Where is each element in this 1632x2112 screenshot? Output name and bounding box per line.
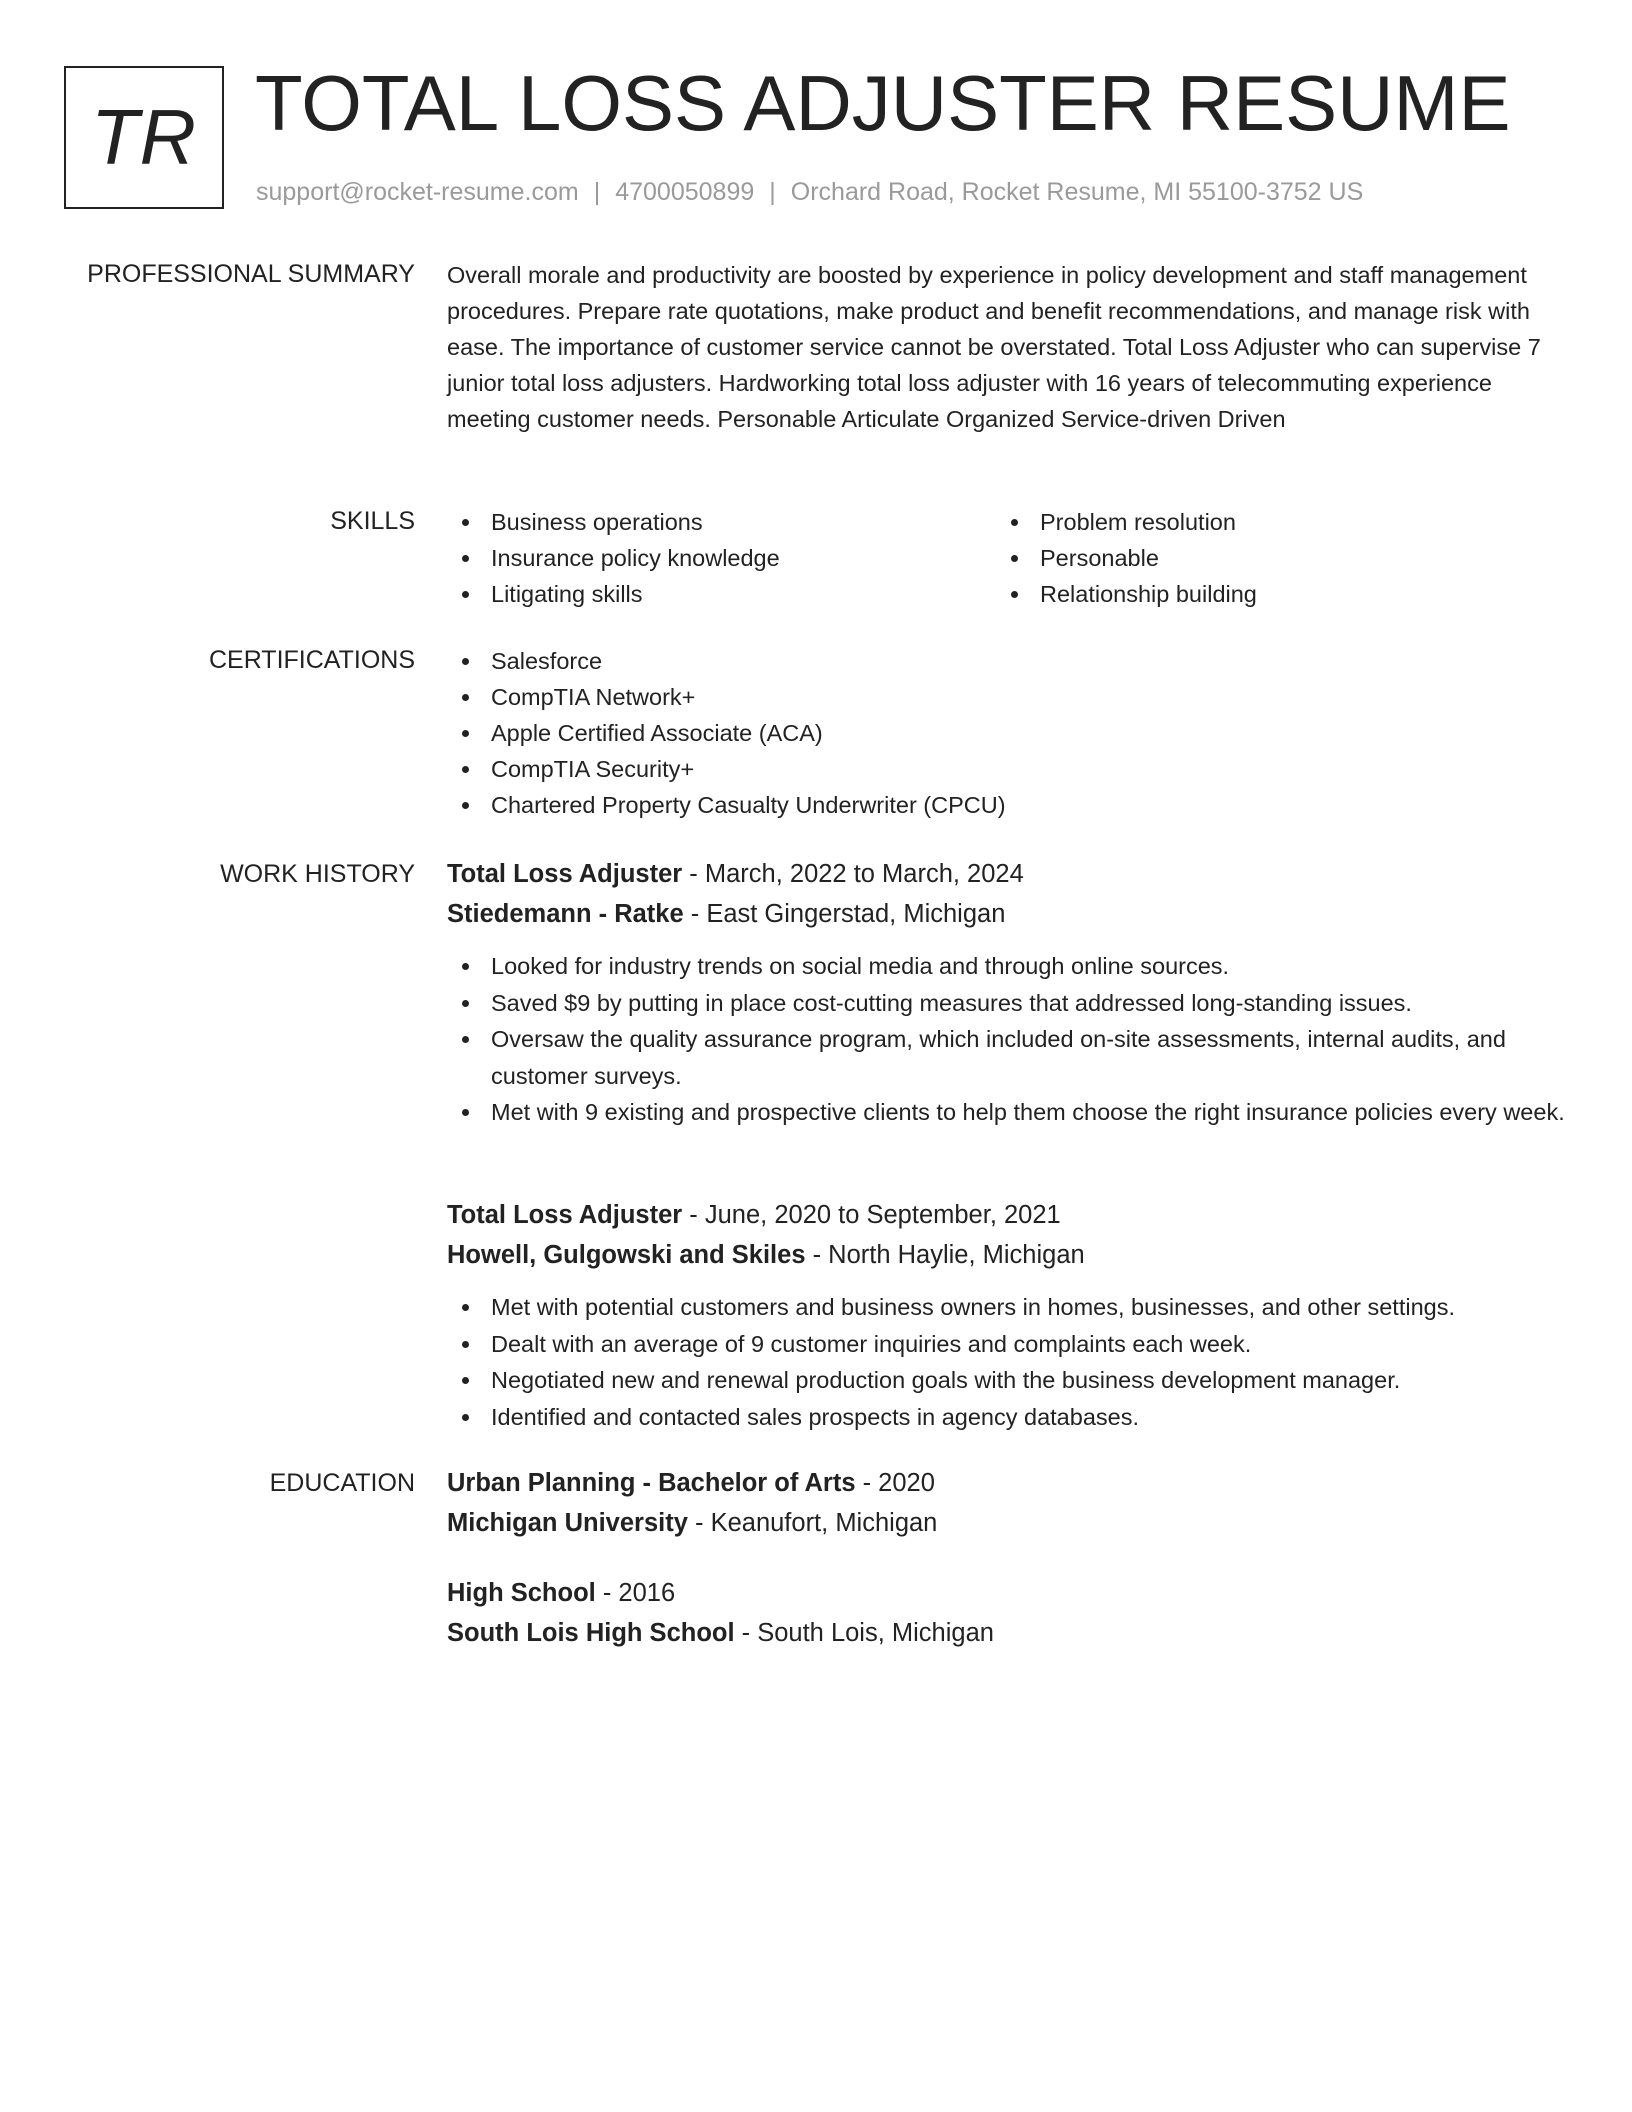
job-title-line [447,854,1567,894]
summary-text: Overall morale and productivity are boosted by experience in policy development and staff management procedures. Prepare rate quotations, make product and benefit recommendations, and manage risk with ease. The importance of customer service cannot be overstated. Total Loss Adjuster who can supervise 7 junior total loss adjusters. Hardworking total loss adjuster with 16 years of telecommuting experience meeting customer needs. Personable Articulate Organized Service-driven Driven [447,262,1541,432]
initials-monogram [64,66,224,209]
job-dates: - March, 2022 to March, 2024 [682,860,1024,888]
summary-section [447,257,1567,437]
section-label-summary: PROFESSIONAL SUMMARY [87,260,415,288]
job-duty-item: Met with 9 existing and prospective clients to help them choose the right insurance policies every week. [447,1094,1567,1131]
skills-section [447,504,1567,612]
contact-email: support@rocket-resume.com [256,178,579,206]
job-duty-item: Oversaw the quality assurance program, which included on-site assessments, internal audits, and customer surveys. [447,1021,1567,1094]
contact-line [256,175,1363,209]
certification-item: Chartered Property Casualty Underwriter (CPCU) [447,787,1567,823]
skill-item: Personable [996,540,1545,576]
job-duties-list [447,948,1567,1131]
certifications-list [447,643,1567,823]
job-duties-list [447,1289,1567,1435]
job-company: Stiedemann - Ratke [447,900,684,928]
contact-separator: | [593,178,601,206]
job-company-line [447,894,1567,934]
contact-address: Orchard Road, Rocket Resume, MI 55100-3752 US [790,178,1364,206]
certification-item: Salesforce [447,643,1567,679]
job-duty-item: Looked for industry trends on social media and through online sources. [447,948,1567,985]
job-location: - North Haylie, Michigan [805,1241,1085,1269]
initials-text: TR [91,93,197,181]
education-entry [447,1463,1567,1543]
school-line [447,1503,1567,1543]
job-duty-item: Negotiated new and renewal production goals with the business development manager. [447,1362,1567,1399]
skills-list-left [447,504,996,612]
certification-item: Apple Certified Associate (ACA) [447,715,1567,751]
degree-line [447,1573,1567,1613]
degree-line [447,1463,1567,1503]
school-name: Michigan University [447,1509,688,1537]
job-company: Howell, Gulgowski and Skiles [447,1241,806,1269]
skills-list-right [996,504,1545,612]
section-label-certifications: CERTIFICATIONS [208,646,415,674]
job-location: - East Gingerstad, Michigan [683,900,1006,928]
school-line [447,1613,1567,1653]
section-label-work-history: WORK HISTORY [220,860,415,888]
school-location: - Keanufort, Michigan [687,1509,938,1537]
degree-year: - 2016 [595,1579,676,1607]
degree-name: Urban Planning - Bachelor of Arts [447,1469,856,1497]
job-duty-item: Saved $9 by putting in place cost-cutting measures that addressed long-standing issues. [447,985,1567,1022]
section-label-education: EDUCATION [269,1469,415,1497]
skill-item: Relationship building [996,576,1545,612]
skill-item: Litigating skills [447,576,996,612]
certification-item: CompTIA Security+ [447,751,1567,787]
school-location: - South Lois, Michigan [734,1619,994,1647]
job-title-line [447,1195,1567,1235]
job-duty-item: Identified and contacted sales prospects in agency databases. [447,1399,1567,1436]
contact-phone: 4700050899 [615,178,755,206]
contact-separator: | [769,178,776,206]
job-duty-item: Dealt with an average of 9 customer inquiries and complaints each week. [447,1326,1567,1363]
job-company-line [447,1235,1567,1275]
work-entry [447,854,1567,1131]
job-dates: - June, 2020 to September, 2021 [682,1201,1061,1229]
certifications-section [447,643,1567,823]
school-name: South Lois High School [447,1619,735,1647]
job-duty-item: Met with potential customers and business owners in homes, businesses, and other settings. [447,1289,1567,1326]
education-entry [447,1573,1567,1653]
job-title: Total Loss Adjuster [447,1201,683,1229]
certification-item: CompTIA Network+ [447,679,1567,715]
skill-item: Problem resolution [996,504,1545,540]
skill-item: Insurance policy knowledge [447,540,996,576]
resume-title: TOTAL LOSS ADJUSTER RESUME [255,59,1511,147]
degree-name: High School [447,1579,596,1607]
skill-item: Business operations [447,504,996,540]
degree-year: - 2020 [855,1469,935,1497]
work-entry [447,1195,1567,1435]
job-title: Total Loss Adjuster [447,860,683,888]
section-label-skills: SKILLS [330,507,415,535]
